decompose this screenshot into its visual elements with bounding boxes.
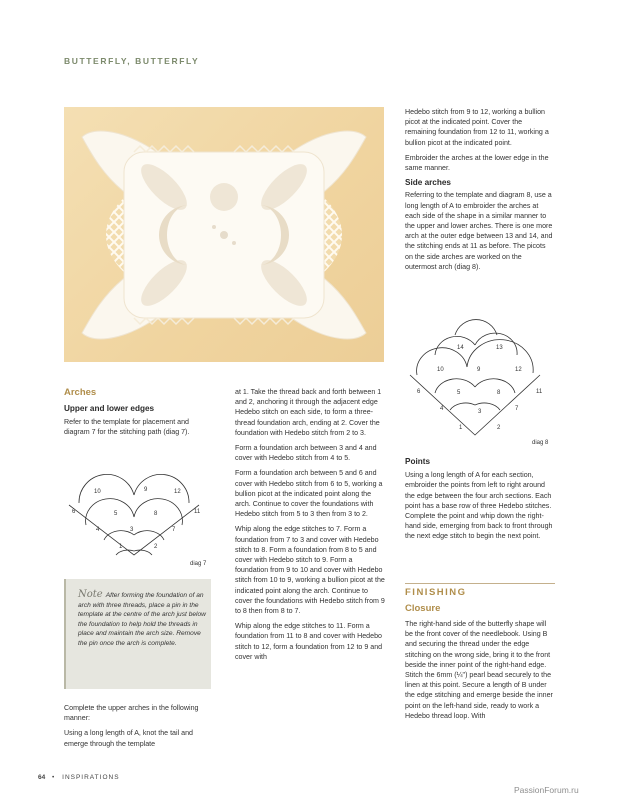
d8-label-12: 12 (515, 367, 522, 373)
d8-label-4: 4 (440, 406, 444, 412)
middle-p4: Whip along the edge stitches to 7. Form a foundation from 7 to 3 and cover with Hedebo stitch to 8. Form a foundation from 8 to 5 and cover with Hedebo stitch to 9. Form a foundation from 9 to 10 and cover with Hedebo stitch from 10 to 9, working a bullion picot at the indicated point along the arch. Continue to cover the foundations with Hedebo stitch from 9 to 8 then from 8 to 7. (235, 525, 385, 616)
points-heading: Points (405, 457, 431, 466)
middle-p5: Whip along the edge stitches to 11. Form a foundation from 11 to 8 and cover with Hedebo stitch to 12, form a foundation from 12 to 9 and cover with (235, 622, 383, 661)
right-p4: Using a long length of A for each section, embroider the points from left to right around the edge between the four arch sections. Each point has a base row of three Hedebo stitches. Complete the point and whip down the right-hand side, emerging from back to front through the next edge stitch to begin the next point. (405, 471, 553, 541)
d7-label-10: 10 (94, 489, 101, 495)
d8-label-5: 5 (457, 390, 461, 396)
d8-label-13: 13 (496, 345, 503, 351)
note-label: Note (78, 589, 103, 600)
d8-label-8: 8 (497, 390, 501, 396)
d7-label-4: 4 (96, 527, 100, 533)
diagram-7 (64, 455, 214, 575)
watermark: PassionForum.ru (514, 785, 579, 795)
diagram-8 (405, 315, 555, 445)
d7-label-11: 11 (194, 509, 201, 515)
d7-label-5: 5 (114, 511, 118, 517)
diag7-caption: diag 7 (190, 561, 207, 567)
d8-label-2: 2 (497, 425, 501, 431)
side-arches-heading: Side arches (405, 178, 451, 188)
d7-label-9: 9 (144, 487, 148, 493)
left-p3: Using a long length of A, knot the tail and emerge through the template (64, 729, 193, 748)
right-column-closure (405, 619, 555, 726)
d8-label-10: 10 (437, 367, 444, 373)
right-p3: Referring to the template and diagram 8, use a long length of A to embroider the arches at each side of the shape in a similar manner to the upper and lower arches. There is one more arch at the outer edge between 13 and 14, and the stitching ends at 11 as before. The picots on the side arches are worked on the outermost arch (diag 8). (405, 191, 553, 271)
d7-label-12: 12 (174, 489, 181, 495)
magazine-title: INSPIRATIONS (62, 774, 120, 781)
d7-label-2: 2 (154, 544, 158, 550)
note-text (78, 590, 206, 649)
d8-label-7: 7 (515, 406, 519, 412)
diag8-caption: diag 8 (532, 440, 549, 446)
finishing-heading: FINISHING (405, 587, 467, 598)
d7-label-7: 7 (172, 527, 176, 533)
d7-label-6: 6 (72, 509, 76, 515)
d8-label-1: 1 (459, 425, 463, 431)
d8-label-6: 6 (417, 389, 421, 395)
left-paragraph-1 (64, 417, 209, 442)
d8-label-9: 9 (477, 367, 481, 373)
page-number: 64 (38, 774, 46, 781)
middle-p1: at 1. Take the thread back and forth between 1 and 2, anchoring it through the adjacent edge Hedebo stitch on each side, to form a three-thread foundation arch, ending at 2. Cover the foundation with Hedebo stitch from 2 to 3. (235, 388, 382, 437)
left-p1: Refer to the template for placement and diagram 7 for the stitching path (diag 7). (64, 418, 190, 437)
right-column-points (405, 457, 555, 547)
left-p2: Complete the upper arches in the following manner: (64, 704, 199, 723)
butterfly-photo (64, 107, 384, 362)
arches-heading: Arches (64, 387, 97, 398)
upper-lower-heading: Upper and lower edges (64, 404, 155, 413)
butterfly-illustration (64, 107, 384, 362)
d7-label-8: 8 (154, 511, 158, 517)
note-body: After forming the foundation of an arch with three threads, place a pin in the template at the centre of the arch just below the foundation to help hold the threads in place and maintain the arch size. Remove the pin once the arch is complete. (78, 592, 206, 647)
right-p1: Hedebo stitch from 9 to 12, working a bullion picot at the indicated point. Cover the remaining foundation from 12 to 11, working a bullion picot at the indicated point. (405, 108, 549, 147)
finishing-rule (405, 583, 555, 584)
d8-label-14: 14 (457, 345, 464, 351)
d8-label-11: 11 (536, 389, 543, 395)
footer-separator: • (52, 774, 56, 781)
right-p5: The right-hand side of the butterfly shape will be the front cover of the needlebook. Using B and securing the thread under the edge stitching on the wrong side, bring it to the front beside the inner point of the right-hand edge. Stitch the 6mm (¼") pearl bead securely to the linen at this point. Secure a length of B under the edge stitching and emerge beside the inner point on the left-hand side, ready to work a Hedebo thread loop. With (405, 620, 553, 720)
left-paragraph-2 (64, 703, 209, 754)
middle-p2: Form a foundation arch between 3 and 4 and cover with Hedebo stitch from 4 to 5. (235, 444, 377, 463)
footer (38, 774, 120, 781)
middle-column (235, 387, 385, 667)
closure-heading: Closure (405, 603, 441, 614)
d7-label-3: 3 (130, 527, 134, 533)
d7-label-1: 1 (119, 544, 123, 550)
d8-label-3: 3 (478, 409, 482, 415)
running-header: BUTTERFLY, BUTTERFLY (64, 56, 200, 66)
right-p2: Embroider the arches at the lower edge in the same manner. (405, 153, 549, 173)
middle-p3: Form a foundation arch between 5 and 6 and cover with Hedebo stitch from 6 to 5, working a bullion picot at the indicated point along the arch. Continue to cover the foundations with Hedebo stitch from 5 to 3 then from 3 to 2. (235, 469, 383, 519)
right-column-top (405, 107, 555, 277)
